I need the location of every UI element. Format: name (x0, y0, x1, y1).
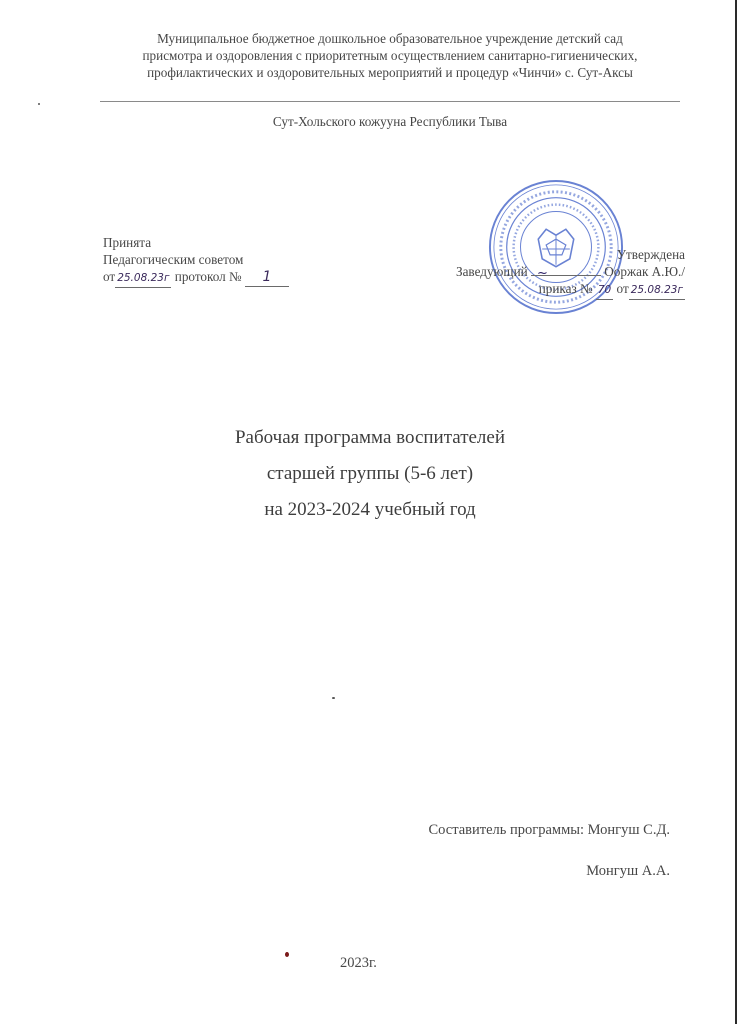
accepted-date: 25.08.23г (115, 270, 171, 288)
accepted-label: Принята (103, 235, 152, 250)
accepted-protocol-number: 1 (245, 269, 289, 287)
title-line-1: Рабочая программа воспитателей (234, 427, 506, 448)
accepted-block (103, 234, 289, 288)
approved-label: Утверждена (616, 247, 685, 262)
institution-header (90, 30, 690, 81)
accepted-date-row (103, 268, 289, 288)
document-title (150, 420, 590, 528)
accepted-from-label: от (103, 269, 116, 284)
header-line-1: Муниципальное бюджетное дошкольное образовательное учреждение детский сад (157, 31, 623, 46)
program-coauthor: Монгуш А.А. (586, 863, 670, 879)
signature-icon: ~ (531, 275, 601, 276)
scan-speck (332, 697, 335, 699)
title-line-3: на 2023-2024 учебный год (264, 499, 476, 520)
header-divider (100, 101, 680, 102)
scan-edge (735, 0, 737, 1024)
document-year: 2023г. (340, 955, 377, 971)
approved-head-name: Ооржак А.Ю./ (604, 264, 685, 279)
approved-head-label: Заведующий (455, 264, 528, 279)
approved-order-label: приказ № (538, 281, 593, 296)
accepted-council: Педагогическим советом (103, 252, 244, 267)
approved-order-row (456, 280, 685, 300)
header-subtitle: Сут-Хольского кожууна Республики Тыва (272, 114, 508, 129)
scan-speck (38, 103, 40, 105)
header-line-3: профилактических и оздоровительных мероприятий и процедур «Чинчи» с. Сут-Аксы (147, 65, 633, 80)
approved-block (456, 246, 685, 300)
accepted-protocol-label: протокол № (174, 269, 242, 284)
program-author: Составитель программы: Монгуш С.Д. (428, 822, 670, 838)
title-line-2: старшей группы (5-6 лет) (266, 463, 474, 484)
approved-order-number: 70 (596, 282, 613, 300)
approved-from-label: от (616, 281, 629, 296)
approved-date: 25.08.23г (629, 282, 685, 300)
approved-head-row (456, 263, 685, 280)
scan-speck (285, 952, 289, 957)
header-line-2: присмотра и оздоровления с приоритетным осуществлением санитарно-гигиенических, (142, 48, 638, 63)
